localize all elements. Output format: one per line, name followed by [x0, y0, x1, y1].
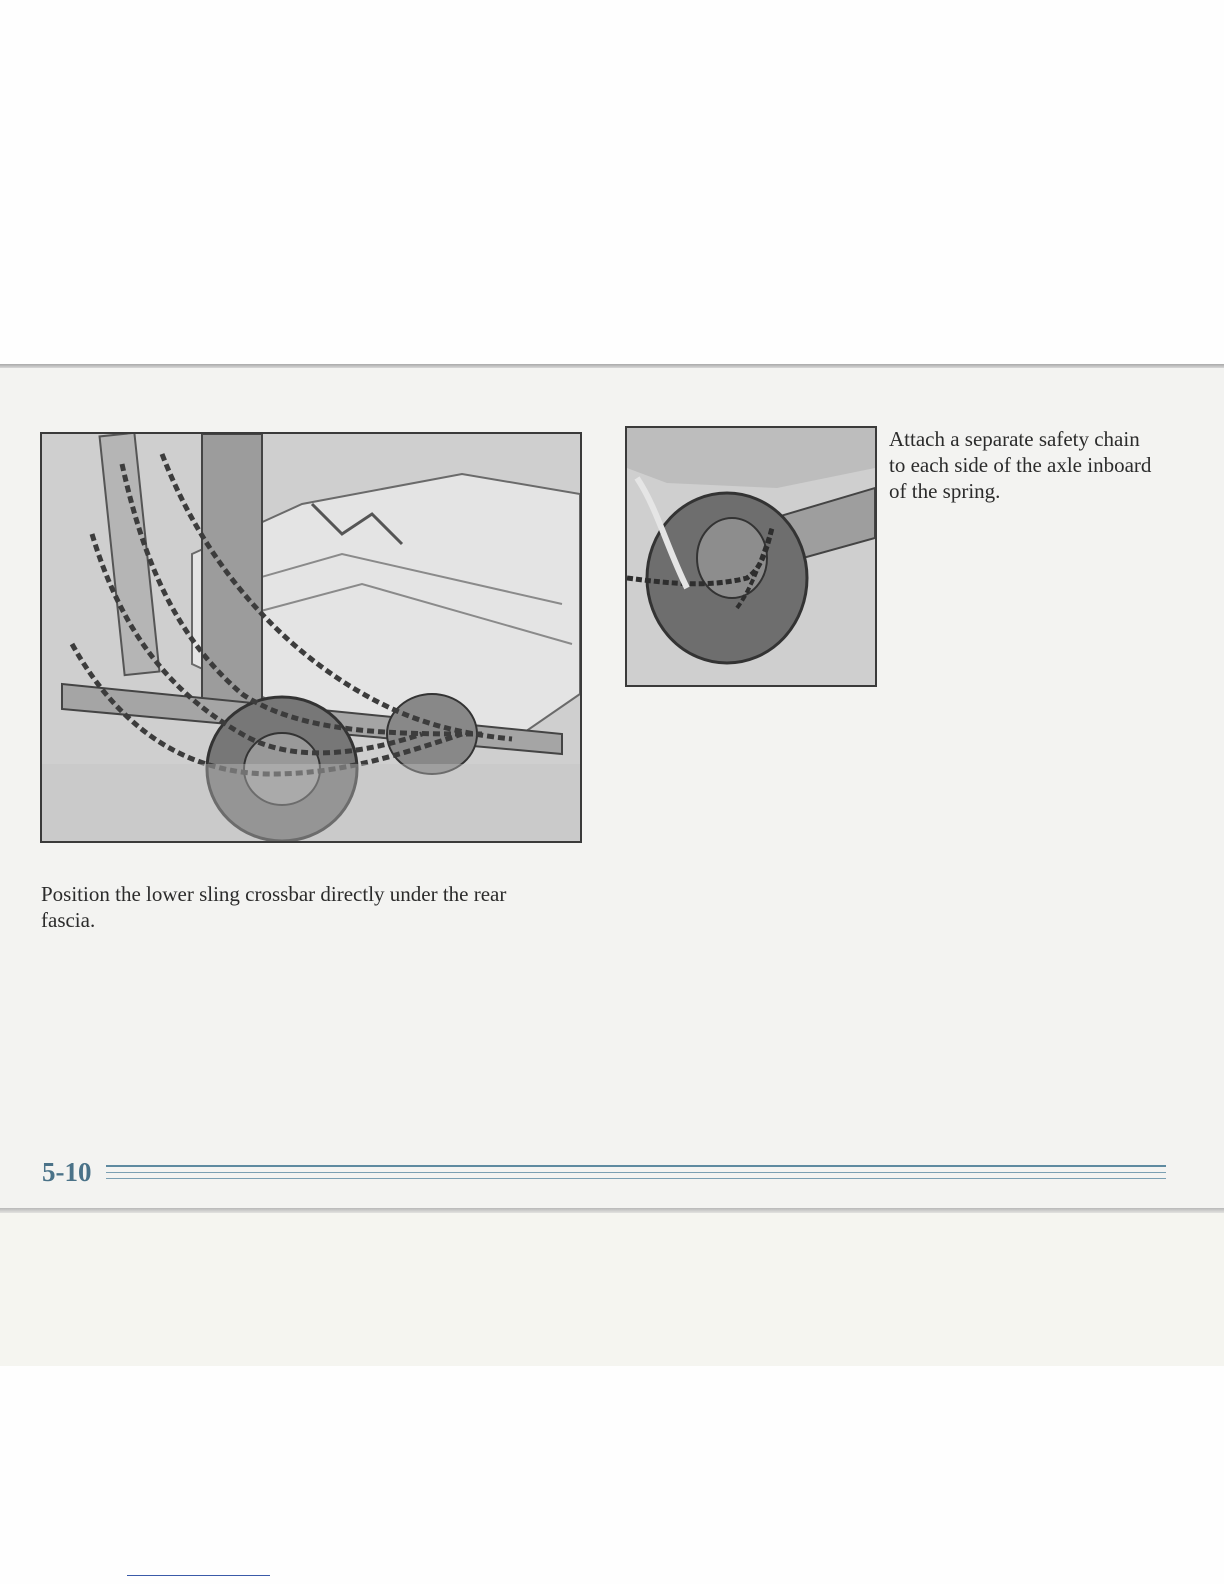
- stray-underline: [127, 1575, 270, 1576]
- page-top-edge: [0, 364, 1224, 368]
- axle-safety-chain-illustration: [625, 426, 877, 687]
- figure-caption-left: Position the lower sling crossbar directly under the rear fascia.: [41, 882, 507, 932]
- footer-rule: [106, 1172, 1166, 1173]
- rear-sling-chains-drawing: [42, 434, 580, 841]
- axle-safety-chain-drawing: [627, 428, 875, 685]
- footer-rule: [106, 1178, 1166, 1179]
- figure-caption-right: Attach a separate safety chain to each side of the axle inboard of the spring.: [889, 427, 1152, 503]
- rear-sling-chains-illustration: [40, 432, 582, 843]
- below-page-area: [0, 1213, 1224, 1366]
- page-number: 5-10: [42, 1157, 92, 1187]
- footer-rule: [106, 1165, 1166, 1167]
